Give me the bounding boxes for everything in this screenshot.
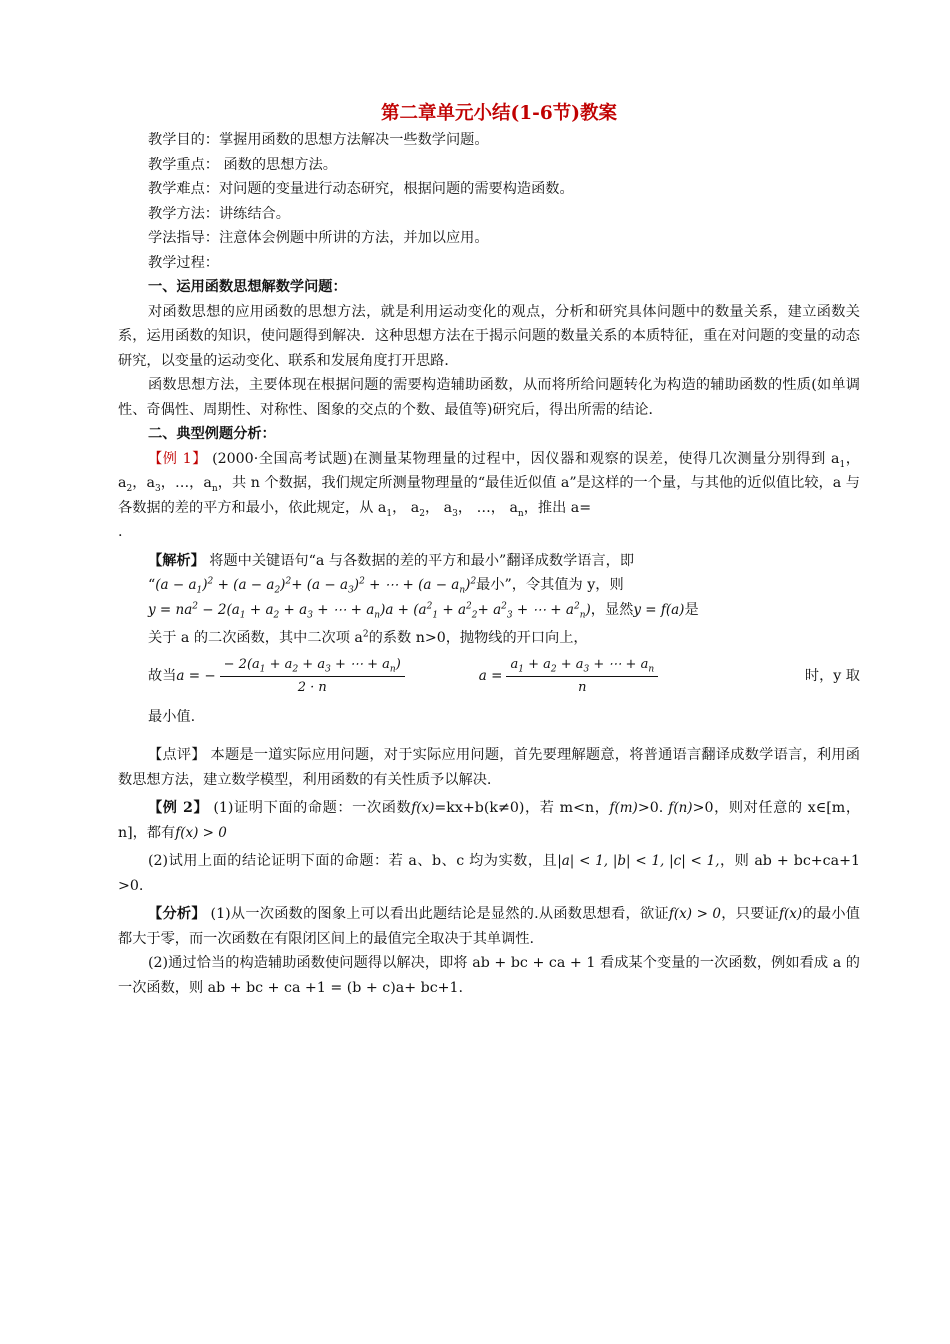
solution1-line3: $y = na^2 - 2(a_1 + a_2 + a_3$ + ⋯ + $a_n)a + (a^2_1 + a^2_2+ a^2_3$ + ⋯ + $a^2_n$)，显然y = f(a)是	[148, 601, 699, 621]
example1-label: 【例 1】	[148, 450, 207, 467]
analysis-part2: (2)通过恰当的构造辅助函数使问题得以解决，即将 ab + bc + ca + 1 看成某个变量的一次函数，例如看成 a 的一次函数，则 ab + bc + ca +1 = (b + c)a+ bc+1.	[118, 955, 860, 996]
fraction-2: $\frac{a_1 + a_2 + a_3 + \cdots + a_n}{n}$	[506, 656, 658, 697]
example1: 【例 1】 (2000·全国高考试题)在测量某物理量的过程中，因仪器和观察的误差，使得几次测量分别得到 $a_1$，$a_2$，$a_3$，…，$a_n$，共 n 个数据，我们规定所测量物理量的“最佳近似值 a”是这样的一个量，与其他的近似值比较，a 与各数据的差的平方和最小，依此规定，从 $a_1$， $a_2$， $a_3$， …， $a_n$，推出 a= .	[118, 450, 860, 540]
teaching-process: 教学过程：	[148, 254, 219, 271]
example2-part2: (2)试用上面的结论证明下面的命题：若 a、b、c 均为实数，且|a| < 1, |b| < 1, |c| < 1,，则 ab + bc+ca+1 >0.	[118, 853, 860, 894]
solution1-line2: “$(a - a_1)^2 + (a - a_2)^2+ (a - a_3)^2$ + ⋯ + $(a - a_n)^2$最小”，令其值为 y，则	[148, 576, 624, 596]
solution1-line1: 【解析】 将题中关键语句“a 与各数据的差的平方和最小”翻译成数学语言，即	[148, 552, 635, 569]
solution1-line4: 关于 a 的二次函数，其中二次项 $a^2$的系数 n>0，抛物线的开口向上，	[148, 629, 588, 646]
section1-para1: 对函数思想的应用函数的思想方法，就是利用运动变化的观点，分析和研究具体问题中的数量关系，建立函数关系，运用函数的知识，使问题得到解决．这种思想方法在于揭示问题的数量关系的本质特征，重在对问题的变量的动态研究，以变量的运动变化、联系和发展角度打开思路．	[118, 303, 860, 369]
analysis-label: 【分析】	[148, 906, 206, 922]
solution1-end: 最小值.	[148, 708, 196, 725]
document-body	[118, 100, 860, 1000]
page-title: 第二章单元小结(1-6节)教案	[381, 103, 617, 124]
teaching-difficulty: 教学难点：对问题的变量进行动态研究，根据问题的需要构造函数。	[148, 181, 574, 197]
section2-heading: 二、典型例题分析：	[148, 426, 276, 442]
study-guide: 学法指导：注意体会例题中所讲的方法，并加以应用。	[148, 230, 489, 246]
teaching-method: 教学方法：讲练结合。	[148, 205, 290, 222]
analysis-part1: 【分析】 (1)从一次函数的图象上可以看出此题结论是显然的.从函数思想看，欲证f(x) > 0，只要证f(x)的最小值都大于零，而一次函数在有限闭区间上的最值完全取决于其单调性.	[118, 906, 860, 947]
comment1-label: 【点评】	[148, 747, 206, 763]
section1-heading: 一、运用函数思想解数学问题：	[148, 279, 347, 295]
solution1-label: 【解析】	[148, 552, 205, 569]
solution1-formula-row: 故当 a = − $\frac{- 2(a_1 + a_2 + a_3 + \cdots + a_n)}{2 \cdot n}$ a = $\frac{a_1 + a_2 + a_3 + \cdots + a_n}{n}$ 时，y 取	[148, 657, 860, 695]
teaching-aim: 教学目的：掌握用函数的思想方法解决一些数学问题。	[148, 132, 489, 148]
example2-part1: 【例 2】 (1)证明下面的命题：一次函数f(x)=kx+b(k≠0)，若 m<n，f(m)>0. f(n)>0，则对任意的 x∈[m，n]，都有f(x) > 0	[118, 800, 861, 841]
example2-label: 【例 2】	[148, 800, 209, 816]
teaching-key-point: 教学重点： 函数的思想方法。	[148, 156, 337, 173]
fraction-1: $\frac{- 2(a_1 + a_2 + a_3 + \cdots + a_n)}{2 \cdot n}$	[220, 656, 405, 697]
comment1: 【点评】 本题是一道实际应用问题，对于实际应用问题，首先要理解题意，将普通语言翻译成数学语言，利用函数思想方法，建立数学模型，利用函数的有关性质予以解决.	[118, 747, 860, 788]
section1-para2: 函数思想方法，主要体现在根据问题的需要构造辅助函数，从而将所给问题转化为构造的辅助函数的性质(如单调性、奇偶性、周期性、对称性、图象的交点的个数、最值等)研究后，得出所需的结论．	[118, 377, 860, 418]
